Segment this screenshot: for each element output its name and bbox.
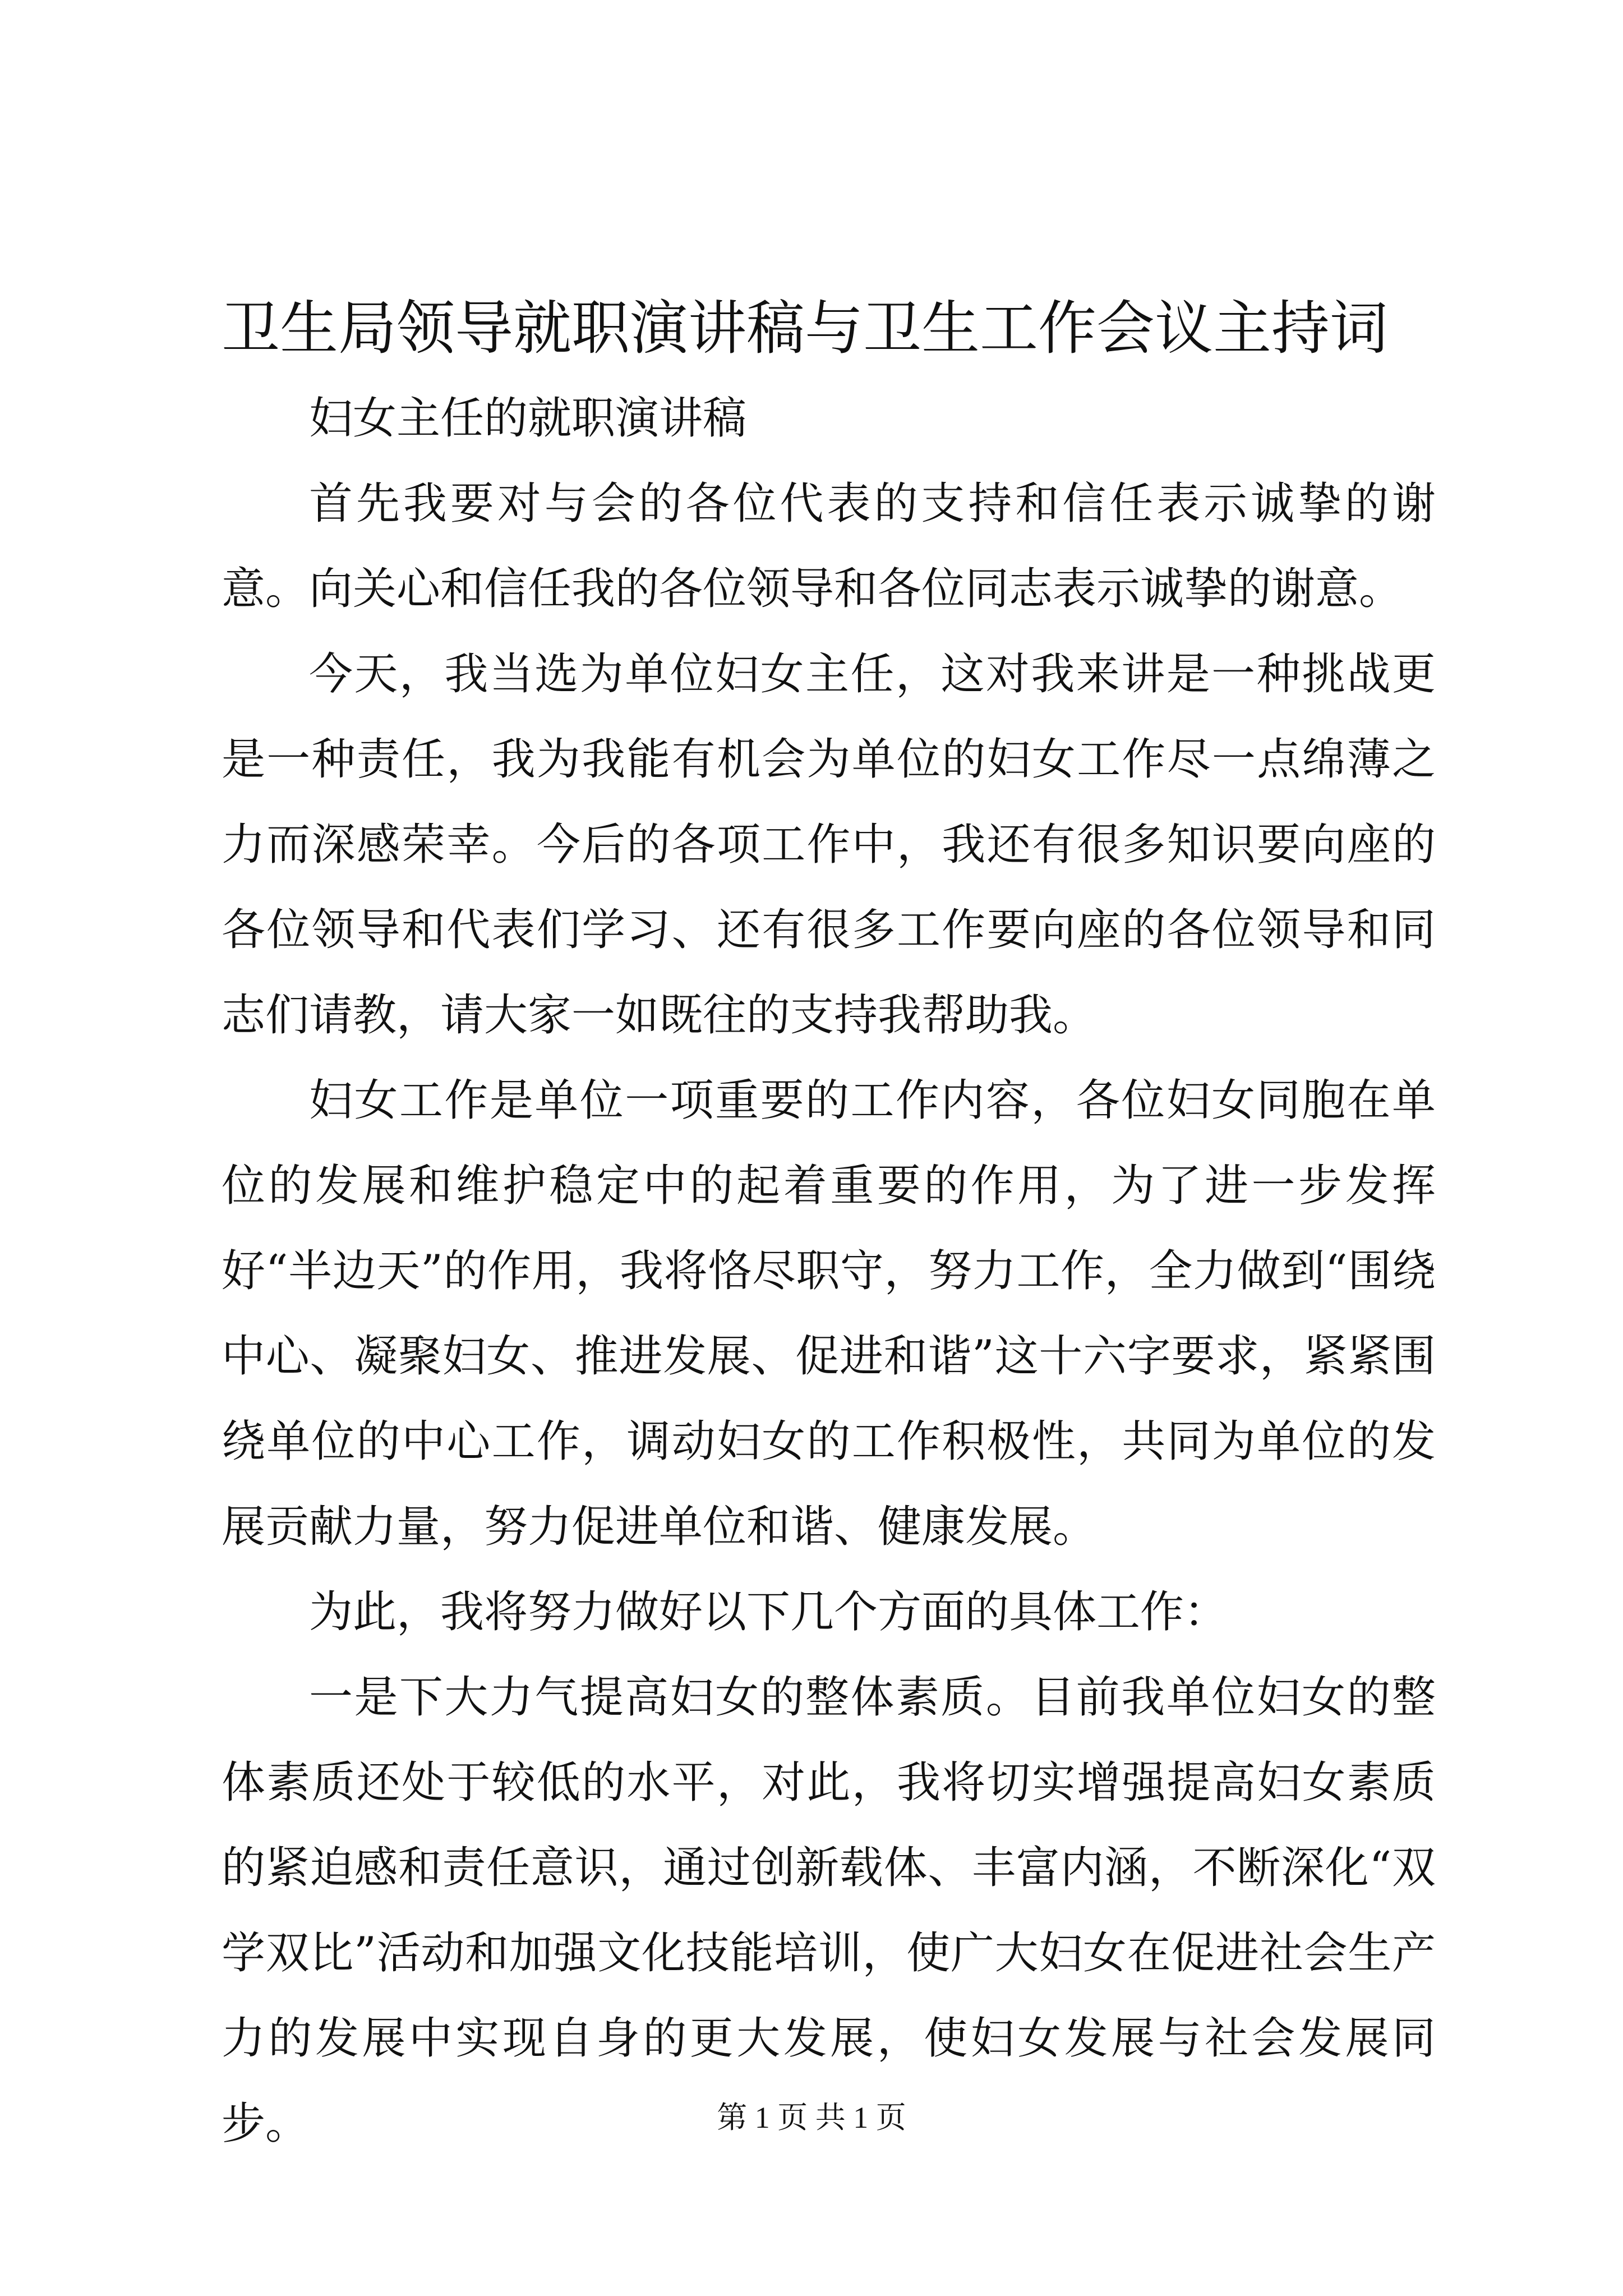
paragraph-point-one: 一是下大力气提高妇女的整体素质。目前我单位妇女的整体素质还处于较低的水平，对此，我将切实增强提高妇女素质的紧迫感和责任意识，通过创新载体、丰富内涵，不断深化“双学双比”活动和加强文化技能培训，使广大妇女在促进社会生产力的发展中实现自身的更大发展，使妇女发展与社会发展同步。	[222, 1672, 1436, 2149]
paragraph-subtitle: 妇女主任的就职演讲稿	[309, 393, 747, 444]
paragraph-thanks: 首先我要对与会的各位代表的支持和信任表示诚挚的谢意。向关心和信任我的各位领导和各位同志表示诚挚的谢意。	[222, 478, 1436, 614]
paragraph-elected: 今天，我当选为单位妇女主任，这对我来讲是一种挑战更是一种责任，我为我能有机会为单位的妇女工作尽一点绵薄之力而深感荣幸。今后的各项工作中，我还有很多知识要向座的各位领导和代表们学习、还有很多工作要向座的各位领导和同志们请教，请大家一如既往的支持我帮助我。	[222, 649, 1436, 1041]
page-footer: 第 1 页 共 1 页	[717, 2101, 906, 2134]
paragraph-plan-intro: 为此，我将努力做好以下几个方面的具体工作：	[309, 1587, 1228, 1637]
document-body	[222, 376, 1436, 2166]
paragraph-women-work: 妇女工作是单位一项重要的工作内容，各位妇女同胞在单位的发展和维护稳定中的起着重要的作用，为了进一步发挥好“半边天”的作用，我将恪尽职守，努力工作，全力做到“围绕中心、凝聚妇女、推进发展、促进和谐”这十六字要求，紧紧围绕单位的中心工作，调动妇女的工作积极性，共同为单位的发展贡献力量，努力促进单位和谐、健康发展。	[222, 1075, 1436, 1552]
document-title: 卫生局领导就职演讲稿与卫生工作会议主持词	[222, 294, 1389, 362]
